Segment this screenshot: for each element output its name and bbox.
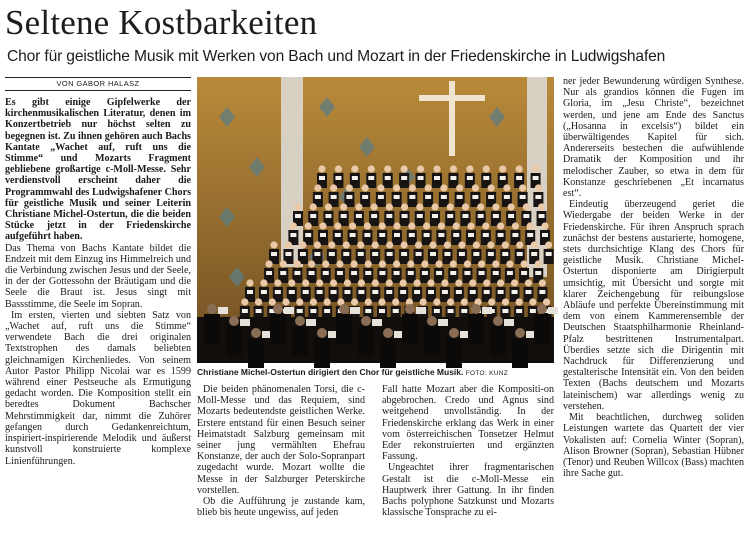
column-4 (563, 76, 744, 537)
caption-text: Christiane Michel-Ostertun dirigiert den Chor für geistliche Musik. (197, 367, 464, 377)
body-paragraph: Die beiden phänomenalen Torsi, die c-Moll-Messe und das Requiem, sind Mozarts bedeutendste geistlichen Werke. Erstere entstand für einen Besuch seiner Heimatstadt Salzburg gemeinsam mit seiner jung vermählten Ehefrau Konstanze, der auch der Solo-Sopranpart zugedacht wurde. Mozart wollte die Messe in der Salzburger Peterskirche vorstellen. (197, 384, 365, 496)
body-paragraph: ner jeder Bewunderung würdigen Synthese. Nur als grandios können die Fugen im Gloria, im „Jesu Christe“, bezeichnet werden, und jene am Ende des Sanctus („Hosanna in excelsis“) bildet ein überwältigendes Kapitel für sich. Andererseits bestechen die aufwühlende Dramatik der Komposition und ihr melodischer Zauber, so etwa in dem für Konstanze geschriebenen „Et incarnatus est“. (563, 76, 744, 200)
column-1 (5, 79, 191, 537)
body-paragraph: Das Thema von Bachs Kantate bildet die Endzeit mit dem Einzug ins Himmelreich und die Verbindung zwischen Jesus und der Seele, in der der Gottessohn der Bräutigam und die Seele die Braut ist. Jesus singt mit Bassstimme, die Seele im Sopran. (5, 242, 191, 310)
lead-text: Es gibt einige Gipfelwerke der kirchenmusikalischen Literatur, denen im Konzertbetrieb nur höchst selten zu begegnen ist. Zu ihnen gehören auch Bachs Kantate „Wachet auf, ruft uns die Stimme“ und Mozarts Fragment gebliebene großartige c-Moll-Messe. Sehr verdienstvoll erscheint daher die Programmwahl des Ludwigshafener Chors für geistliche Musik und seiner Leiterin Christiane Michel-Ostertun, die die beiden Stücke jetzt in der Friedenskirche aufgeführt haben. (5, 97, 191, 243)
byline: VON GABOR HALASZ (5, 77, 191, 91)
headline: Seltene Kostbarkeiten (5, 3, 318, 42)
lead-paragraph (5, 97, 191, 243)
body-paragraph: Ungeachtet ihrer fragmentarischen Gestalt ist die c-Moll-Messe ein Hauptwerk ihrer Gattung. In ihr finden Bachs polyphone Satzkunst und Mozarts klassische Tonsprache zu ei- (382, 462, 554, 519)
column-2 (197, 384, 365, 537)
photo-credit: FOTO: KUNZ (465, 370, 508, 377)
body-paragraph: Mit beachtlichen, durchweg soliden Leistungen wartete das Quartett der vier Vokalisten auf: Cornelia Winter (Sopran), Alison Browner (Sopran), Sebastian Hübner (Tenor) und Reuben Willcox (Bass) machten ihre Sache gut. (563, 412, 744, 480)
concert-photo (197, 77, 554, 363)
photo-caption (197, 366, 554, 378)
body-paragraph: Im ersten, vierten und siebten Satz von „Wachet auf, ruft uns die Stimme“ verwendete Bach die drei originalen Textstrophen des damals beliebten gleichnamigen Kirchenliedes. Von seinem Autor Pastor Philipp Nicolai war es 1599 während einer Pestseuche als Ermutigung gedacht worden. Die Komposition stellt ein beredtes Dokument Bachscher Mehrstimmigkeit dar, nimmt die Zuhörer gefangen durch Gedankenreichtum, inspiriert-inspirierende Melodik und äußerst kunstvoll konstruierte komplexe Linienführungen. (5, 309, 191, 467)
subheadline: Chor für geistliche Musik mit Werken von Bach und Mozart in der Friedenskirche in Ludwigshafen (7, 48, 666, 65)
column-3 (382, 384, 554, 537)
body-paragraph: Eindeutig überzeugend geriet die Wiedergabe der beiden Werke in der Friedenskirche. Für ihren Anspruch sprach zunächst der bestens austarierte, homogene, stets durchsichtige Klang des Chors für geistliche Musik. Christiane Michel-Ostertun disponierte am Dirigierpult umsichtig, mit Übersicht und sorgte mit klarer Zeichengebung für reibungslose Abläufe und perfekte Übereinstimmung mit dem von einem Kammerensemble der Deutschen Staatsphilharmonie Rheinland-Pfalz bestrittenen Instrumentalpart. Überdies setzte sich die Dirigentin mit Nachdruck für Differenzierung und gestalterische Intensität ein. Von den beiden Texten (Bachs deutschem und Mozarts lateinischem) war allerdings wenig zu verstehen. (563, 199, 744, 412)
body-paragraph: Fall hatte Mozart aber die Kompositi-on abgebrochen. Credo und Agnus sind weitgehend unvollständig. In der Friedenskirche erklang das Werk in einer vom österreichischen Tonsetzer Helmut Eder rekonstruierten und ergänzten Fassung. (382, 384, 554, 463)
body-paragraph: Ob die Aufführung je zustande kam, blieb bis heute ungewiss, auf jeden (197, 496, 365, 519)
